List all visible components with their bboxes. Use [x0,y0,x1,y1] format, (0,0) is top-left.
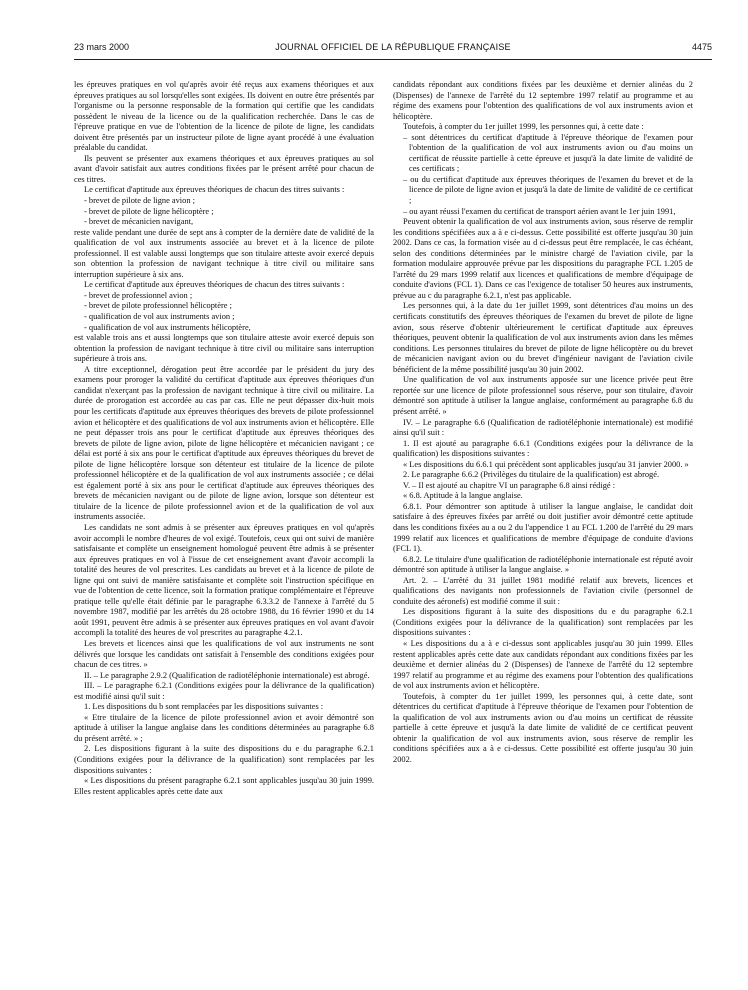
paragraph: A titre exceptionnel, dérogation peut être accordée par le président du jury des examens pour proroger la validité du certificat d'aptitude aux épreuves théoriques d'un candidat n'exerçant pas la profession de navigant technique à titre civil ou militaire. La durée de prorogation est accordée au cas par cas. Elle ne peut dépasser dix-huit mois pour les certificats d'aptitude aux épreuves théoriques des brevets de pilote professionnel avion et hélicoptère et des qualifications de vol aux instruments avion et hélicoptère. Elle ne peut dépasser trois ans pour le certificat d'aptitude aux épreuves théoriques des brevets de pilote de ligne avion, pilote de ligne hélicoptère et mécanicien navigant ; ce délai est porté à six ans pour le certificat d'aptitude aux épreuves théoriques du brevet de pilote de ligne hélicoptère lorsque son détenteur est titulaire de la licence de pilote professionnel hélicoptère et de la qualification de vol aux instruments associée ; ce délai est également porté à six ans pour le certificat d'aptitude aux épreuves théoriques des brevets de mécanicien navigant ou de pilote de ligne avion, lorsque son détenteur est titulaire de la licence de pilote professionnel avion et de la qualification de vol aux instruments associée. [74,364,374,522]
list-item: – ou du certificat d'aptitude aux épreuves théoriques de l'examen du brevet et de la licence de pilote de ligne avion et jusqu'à la date de limite de validité de ce certificat ; [403,174,693,206]
left-column [74,80,374,990]
paragraph: Les personnes qui, à la date du 1er juillet 1999, sont détentrices d'au moins un des certificats constitutifs des épreuves théoriques de l'examen du brevet de pilote de ligne avion, sous réserve d'obtenir ultérieurement le certificat d'aptitude aux épreuves théoriques, peuvent obtenir la qualification de vol aux instruments avion dans les mêmes conditions. Les personnes titulaires du brevet de pilote de ligne hélicoptère ou du brevet de mécanicien navigant avion ou du brevet d'ingénieur navigant de l'aviation civile bénéficient de la même possibilité jusqu'au 30 juin 2002. [393,301,693,374]
paragraph: « Les dispositions du présent paragraphe 6.2.1 sont applicables jusqu'au 30 juin 1999. Elles restent applicables après cette date aux [74,776,374,796]
list-item: - qualification de vol aux instruments hélicoptère, [84,322,251,332]
paragraph: 2. Les dispositions figurant à la suite des dispositions du e du paragraphe 6.2.1 (Conditions exigées pour la délivrance de la qualification) sont remplacées par les dispositions suivantes : [74,744,374,775]
paragraph: « 6.8. Aptitude à la langue anglaise. [403,491,523,501]
paragraph: « Les dispositions du a à e ci-dessus sont applicables jusqu'au 30 juin 1999. Elles restent applicables après cette date aux candidats répondant aux conditions fixées par les deuxième et dernier alinéas du 2 (Dispenses) de l'annexe de l'arrêté du 12 septembre 1997 relatif au programme et au régime des examens pour l'obtention des qualifications de vol aux instruments avion et hélicoptère. [393,638,693,691]
journal-title: JOURNAL OFFICIEL DE LA RÉPUBLIQUE FRANÇAISE [275,42,511,52]
paragraph: Art. 2. – L'arrêté du 31 juillet 1981 modifié relatif aux brevets, licences et qualifications des navigants non professionnels de l'aviation civile (personnel de conduite des aéronefs) est modifié comme il suit : [393,575,693,606]
list-item: - brevet de pilote de ligne avion ; [84,196,195,206]
paragraph: Les brevets et licences ainsi que les qualifications de vol aux instruments ne sont délivrés que lorsque les candidats ont satisfait à l'ensemble des conditions exigées pour chacun de ces titres. » [74,638,374,670]
paragraph: V. – Il est ajouté au chapitre VI un paragraphe 6.8 ainsi rédigé : [403,480,616,490]
paragraph: Les candidats ne sont admis à se présenter aux épreuves pratiques en vol qu'après avoir accompli le nombre d'heures de vol exigé. Toutefois, ceux qui ont suivi de manière satisfaisante et complète un enseignement homologué peuvent être admis à se présenter aux épreuves pratiques en vol à l'issue de cet enseignement avant d'avoir accompli la totalité des heures de vol prescrites. Les candidats au brevet et à la licence de pilote de ligne qui ont suivi de manière satisfaisante et complète soit l'instruction spécifique en vue de l'obtention de cette licence, soit la formation pratique complémentaire et l'épreuve pratique telle qu'elle était définie par le paragraphe 6.3.3.2 de l'annexe à l'arrêté du 5 novembre 1987, modifié par les arrêtés du 28 octobre 1988, du 16 février 1990 et du 14 août 1991, peuvent être admis à se présenter aux épreuves pratiques en vol avant d'avoir accompli la totalité des heures de vol prescrites au paragraphe 4.2.1. [74,522,374,638]
paragraph: 6.8.1. Pour démontrer son aptitude à utiliser la langue anglaise, le candidat doit satisfaire à des épreuves fixées par arrêté ou doit justifier avoir démontré cette aptitude dans les conditions fixées au a ou 2 du l'appendice 1 au FCL 1.200 de l'arrêté du 29 mars 1999 relatif aux licences et qualifications de membre d'équipage de conduite d'avions (FCL 1). [393,501,693,554]
paragraph: 6.8.2. Le titulaire d'une qualification de radiotéléphonie internationale est réputé avoir démontré son aptitude à utiliser la langue anglaise. » [393,554,693,575]
list-item: - brevet de pilote professionnel hélicoptère ; [84,301,232,311]
page-number: 4475 [691,42,712,52]
issue-date: 23 mars 2000 [74,42,130,52]
paragraph: Une qualification de vol aux instruments apposée sur une licence privée peut être reportée sur une licence de pilote professionnel sous réserve, pour son titulaire, d'avoir démontré son aptitude à utiliser la langue anglaise, conformément au paragraphe 6.8 du présent arrêté. » [393,375,693,416]
list-item: – sont détentrices du certificat d'aptitude à l'épreuve théorique de l'examen pour l'obtention de la qualification de vol aux instruments avion ou d'au moins un certificat de réussite partielle à cette épreuve et jusqu'à la date limite de validité de ces certificats ; [403,132,693,174]
list-item: – ou ayant réussi l'examen du certificat de transport aérien avant le 1er juin 1991, [403,206,676,216]
paragraph: Les dispositions figurant à la suite des dispositions du e du paragraphe 6.2.1 (Conditions exigées pour la délivrance de la qualification) sont remplacées par les dispositions suivantes : [393,607,693,638]
paragraph: IV. – Le paragraphe 6.6 (Qualification de radiotéléphonie internationale) est modifié ainsi qu'il suit : [393,417,693,438]
paragraph: « Les dispositions du 6.6.1 qui précèdent sont applicables jusqu'au 31 janvier 2000. » [403,459,689,469]
paragraph: les épreuves pratiques en vol qu'après avoir été reçus aux examens théoriques et aux épreuves pratiques au sol lorsqu'elles sont exigées. Ils doivent en outre être présentés par l'organisme ou la personne responsable de la formation qui certifie que les candidats possèdent le niveau de la licence ou de la qualification recherchée. Dans le cas de l'épreuve pratique en vue de l'obtention de la licence de pilote de ligne, les candidats doivent être présentés par un instructeur pilote de ligne ayant procédé à une évaluation préalable du candidat. [74,80,374,153]
text-columns [74,80,712,990]
list-item: - brevet de mécanicien navigant, [84,217,194,227]
paragraph: « Etre titulaire de la licence de pilote professionnel avion et avoir démontré son aptitude à utiliser la langue anglaise dans les conditions déterminées au paragraphe 6.8 du présent arrêté. » ; [74,712,374,743]
paragraph: Le certificat d'aptitude aux épreuves théoriques de chacun des titres suivants : [84,280,345,290]
paragraph: est valable trois ans et aussi longtemps que son titulaire atteste avoir exercé depuis son obtention la profession de navigant technique à titre civil ou militaire sans interruption supérieure à trois ans. [74,333,374,364]
paragraph: III. – Le paragraphe 6.2.1 (Conditions exigées pour la délivrance de la qualification) est modifié ainsi qu'il suit : [74,681,374,701]
paragraph: Le certificat d'aptitude aux épreuves théoriques de chacun des titres suivants : [84,185,345,195]
paragraph: 1. Il est ajouté au paragraphe 6.6.1 (Conditions exigées pour la délivrance de la qualification) les dispositions suivantes : [393,438,693,459]
paragraph: Ils peuvent se présenter aux examens théoriques et aux épreuves pratiques au sol avant d'avoir satisfait aux autres conditions fixées par le présent arrêté pour chacun de ces titres. [74,153,374,184]
list-item: - brevet de pilote de ligne hélicoptère ; [84,206,214,216]
paragraph: reste valide pendant une durée de sept ans à compter de la dernière date de validité de la qualification de vol aux instruments associée au brevet et à la licence de pilote professionnel. Il est valable aussi longtemps que son titulaire atteste avoir exercé depuis son obtention la profession de navigant technique à titre civil ou militaire sans interruption supérieure à six ans. [74,227,374,279]
paragraph: II. – Le paragraphe 2.9.2 (Qualification de radiotéléphonie internationale) est abrogé. [84,670,370,680]
list-item: - brevet de professionnel avion ; [84,290,193,300]
page-header [74,42,712,60]
list-item: - qualification de vol aux instruments avion ; [84,312,235,322]
paragraph: Toutefois, à compter du 1er juillet 1999, les personnes qui, à cette date, sont détentrices du certificat d'aptitude à l'épreuve théorique de l'examen pour l'obtention de la qualification de vol aux instruments avion ou d'au moins un certificat de réussite partielle à cette épreuve et jusqu'à la date limite de validité de ce certificat peuvent obtenir la qualification de vol aux instruments avion, sous réserve de remplir les conditions spécifiées aux a à e ci-dessus. Cette possibilité est offerte jusqu'au 30 juin 2002. [393,691,693,764]
paragraph: Peuvent obtenir la qualification de vol aux instruments avion, sous réserve de remplir les conditions spécifiées aux a à e ci-dessus. Cette possibilité est offerte jusqu'au 30 juin 2002. Dans ce cas, la formation visée au d ci-dessus peut être remplacée, le cas échéant, selon des conditions déterminées par le ministre chargé de l'aviation civile, par la formation modulaire approuvée prévue par les dispositions du paragraphe FCL 1.205 de l'arrêté du 29 mars 1999 relatif aux licences et qualifications de membre d'équipage de conduite d'avions (FCL 1). Dans ce cas l'exigence de totaliser 50 heures aux instruments, prévue au c du paragraphe 6.2.1, n'est pas applicable. [393,217,693,300]
paragraph: Toutefois, à compter du 1er juillet 1999, les personnes qui, à cette date : [403,122,644,132]
paragraph: candidats répondant aux conditions fixées par les deuxième et dernier alinéas du 2 (Dispenses) de l'annexe de l'arrêté du 12 septembre 1997 relatif au programme et au régime des examens pour l'obtention des qualifications de vol aux instruments avion et hélicoptère. [393,80,693,121]
paragraph: 2. Le paragraphe 6.6.2 (Privilèges du titulaire de la qualification) est abrogé. [403,470,660,480]
right-column [393,80,693,990]
paragraph: 1. Les dispositions du b sont remplacées par les dispositions suivantes : [84,702,324,712]
